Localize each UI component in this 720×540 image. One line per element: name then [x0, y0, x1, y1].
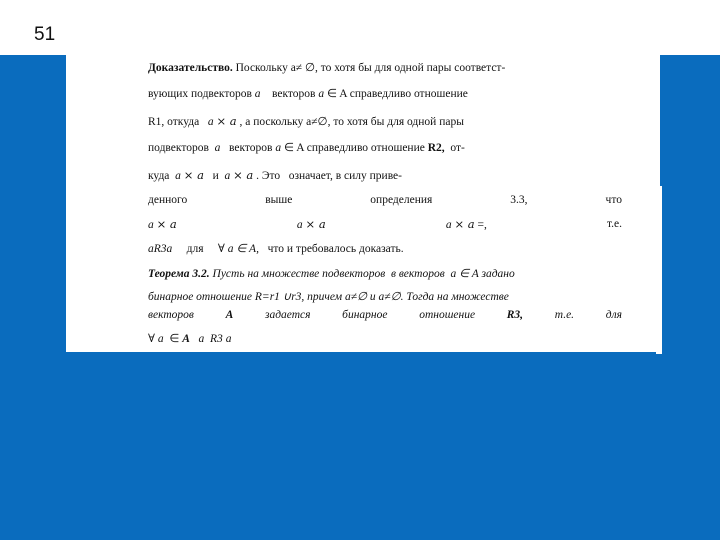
doc-text: бинарное отношение R=r1 ∪r3, причем a — [148, 291, 351, 303]
doc-text: , а поскольку a — [239, 116, 312, 128]
doc-text: для — [605, 309, 622, 321]
doc-text: A — [182, 333, 190, 345]
doc-text: подвекторов — [148, 142, 209, 154]
doc-text: Пусть на множестве подвекторов — [212, 268, 386, 280]
math-vector: a — [225, 333, 232, 345]
doc-text: вующих подвекторов — [148, 88, 252, 100]
doc-text: что и требовалось доказать. — [267, 243, 404, 255]
doc-text: выше — [265, 194, 293, 206]
doc-text: 3.3, — [510, 194, 528, 206]
math-product: × a — [216, 115, 237, 128]
doc-text: задается — [264, 309, 311, 321]
relation-label: R3, — [506, 309, 524, 321]
doc-text: что — [605, 194, 622, 206]
math-vector: a — [214, 142, 221, 154]
doc-line-2 — [148, 88, 622, 101]
doc-text: и — [212, 170, 219, 182]
page-number: 51 — [34, 24, 56, 45]
math-vector: a — [227, 243, 234, 255]
relation-label: R2, — [427, 142, 445, 154]
doc-line-3 — [148, 115, 622, 129]
doc-line-4 — [148, 142, 622, 155]
slide-top-band — [0, 0, 720, 55]
math-vector: a — [445, 219, 452, 231]
math-vector: a — [207, 116, 214, 128]
doc-line-1 — [148, 62, 622, 75]
doc-line-9 — [148, 268, 622, 281]
doc-text: означает, в силу приве- — [288, 170, 402, 182]
math-vector: a — [148, 219, 154, 231]
math-vector: a — [254, 88, 261, 100]
math-vector: a — [318, 88, 325, 100]
math-product: × a — [156, 218, 177, 231]
math-product: × a — [233, 169, 254, 182]
doc-text: определения — [370, 194, 433, 206]
math-product: × a — [183, 169, 204, 182]
math-vector: a — [450, 268, 457, 280]
doc-text: куда — [148, 170, 170, 182]
theorem-heading: Теорема 3.2. — [148, 268, 210, 280]
doc-text: ∈ A, — [236, 243, 259, 255]
math-product: × a — [305, 218, 326, 231]
doc-text: ≠∅ и a — [350, 291, 385, 303]
doc-text: ∈ A задано — [459, 268, 515, 280]
math-vector: a — [166, 243, 173, 255]
math-vector: a — [157, 333, 164, 345]
math-vector: a — [224, 170, 231, 182]
doc-line-12 — [148, 332, 622, 346]
doc-text: отношение — [419, 309, 476, 321]
doc-text: ∈ A справедливо отношение — [283, 142, 425, 154]
math-vector: a — [148, 243, 154, 255]
doc-text: денного — [148, 194, 188, 206]
relation-label: R3 — [153, 243, 167, 255]
doc-text: в векторов — [390, 268, 445, 280]
forall-symbol: ∀ — [217, 242, 225, 255]
math-equals: = — [477, 219, 484, 231]
doc-text: векторов — [229, 142, 273, 154]
doc-text: ∈ — [169, 333, 180, 345]
doc-text: ≠∅. Тогда на множестве — [384, 291, 509, 303]
math-vector: a — [198, 333, 205, 345]
scanned-document-edge — [656, 186, 662, 354]
doc-text: от- — [450, 142, 465, 154]
doc-text: т.е. — [554, 309, 575, 321]
doc-text: т.е. — [606, 218, 622, 230]
math-vector: a — [296, 219, 303, 231]
doc-text: Поскольку a — [235, 62, 296, 74]
doc-line-8 — [148, 242, 622, 256]
doc-line-6 — [148, 194, 622, 207]
math-product: × a — [454, 218, 475, 231]
doc-text: . Это — [256, 170, 281, 182]
math-vector: a — [175, 170, 181, 182]
doc-line-7 — [148, 218, 622, 232]
doc-text: для — [186, 243, 204, 255]
doc-text: векторов — [272, 88, 316, 100]
doc-line-5 — [148, 169, 622, 183]
doc-text: ≠ ∅, то хотя бы для одной пары соответст- — [295, 62, 506, 74]
forall-symbol: ∀ — [148, 332, 155, 345]
math-vector: a — [275, 142, 282, 154]
relation-label: R3 — [210, 333, 223, 345]
doc-text: векторов — [148, 309, 194, 321]
doc-line-10 — [148, 291, 622, 304]
doc-text: ≠∅, то хотя бы для одной пары — [311, 116, 464, 128]
doc-text: бинарное — [342, 309, 388, 321]
doc-text: A — [225, 309, 234, 321]
doc-line-11 — [148, 309, 622, 322]
doc-text: ∈ A справедливо отношение — [327, 88, 468, 100]
doc-text: R1, откуда — [148, 116, 200, 128]
doc-text: , — [483, 219, 487, 231]
proof-heading: Доказательство. — [148, 62, 233, 74]
